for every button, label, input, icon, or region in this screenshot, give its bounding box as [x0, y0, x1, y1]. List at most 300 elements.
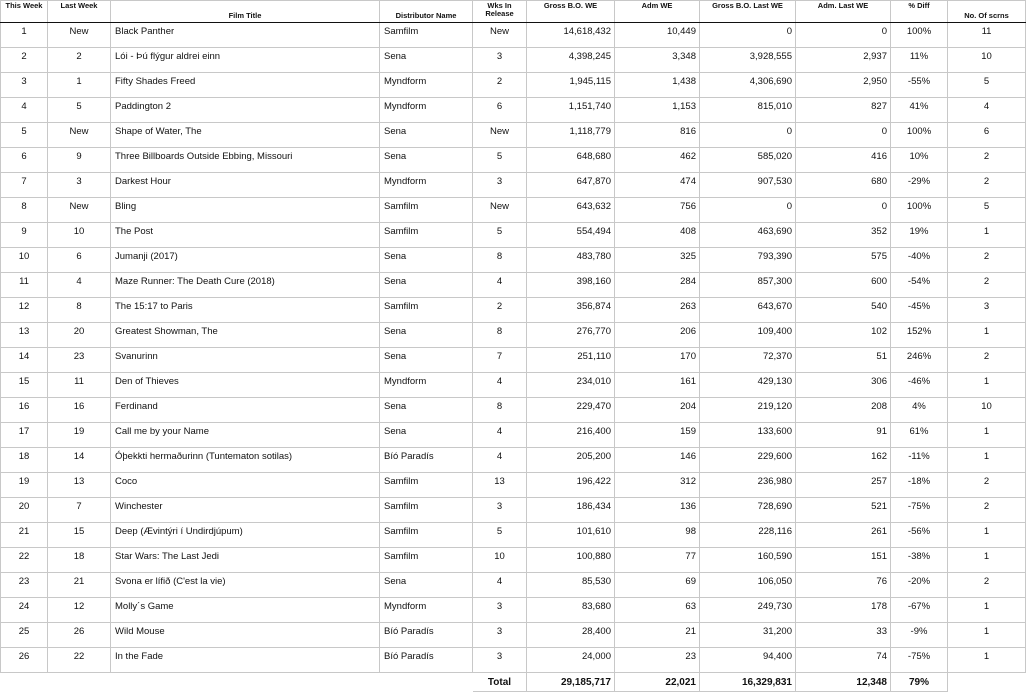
- cell-screens: 1: [948, 423, 1026, 448]
- cell-wks-in-release: 3: [473, 648, 527, 673]
- cell-pct-diff: 61%: [891, 423, 948, 448]
- table-row: [1, 273, 1026, 298]
- cell-this-week: 9: [1, 223, 48, 248]
- cell-this-week: 16: [1, 398, 48, 423]
- table-row: [1, 548, 1026, 573]
- cell-adm-we: 756: [615, 198, 700, 223]
- cell-this-week: 14: [1, 348, 48, 373]
- cell-gross-last-we: 94,400: [700, 648, 796, 673]
- cell-film-title: Maze Runner: The Death Cure (2018): [111, 273, 380, 298]
- header-pct-diff: % Diff: [891, 1, 948, 23]
- cell-this-week: 3: [1, 73, 48, 98]
- cell-gross-last-we: 229,600: [700, 448, 796, 473]
- cell-gross-we: 205,200: [527, 448, 615, 473]
- cell-adm-last-we: 306: [796, 373, 891, 398]
- cell-wks-in-release: 2: [473, 298, 527, 323]
- cell-wks-in-release: 3: [473, 173, 527, 198]
- cell-this-week: 19: [1, 473, 48, 498]
- cell-adm-we: 462: [615, 148, 700, 173]
- cell-adm-we: 1,438: [615, 73, 700, 98]
- cell-adm-we: 23: [615, 648, 700, 673]
- cell-wks-in-release: 8: [473, 248, 527, 273]
- cell-last-week: 16: [48, 398, 111, 423]
- cell-this-week: 4: [1, 98, 48, 123]
- cell-film-title: The 15:17 to Paris: [111, 298, 380, 323]
- cell-film-title: Lói - Þú flýgur aldrei einn: [111, 48, 380, 73]
- cell-adm-last-we: 0: [796, 23, 891, 48]
- table-row: [1, 348, 1026, 373]
- cell-adm-we: 408: [615, 223, 700, 248]
- cell-wks-in-release: 8: [473, 398, 527, 423]
- cell-gross-last-we: 228,116: [700, 523, 796, 548]
- cell-distributor: Samfilm: [380, 498, 473, 523]
- table-row: [1, 223, 1026, 248]
- cell-pct-diff: -9%: [891, 623, 948, 648]
- cell-gross-last-we: 4,306,690: [700, 73, 796, 98]
- cell-this-week: 17: [1, 423, 48, 448]
- cell-distributor: Samfilm: [380, 298, 473, 323]
- cell-last-week: 23: [48, 348, 111, 373]
- cell-gross-last-we: 160,590: [700, 548, 796, 573]
- cell-adm-we: 159: [615, 423, 700, 448]
- cell-film-title: Jumanji (2017): [111, 248, 380, 273]
- table-row: [1, 523, 1026, 548]
- table-row: [1, 198, 1026, 223]
- cell-pct-diff: 41%: [891, 98, 948, 123]
- cell-gross-we: 101,610: [527, 523, 615, 548]
- cell-distributor: Bíó Paradís: [380, 448, 473, 473]
- cell-distributor: Sena: [380, 323, 473, 348]
- cell-this-week: 1: [1, 23, 48, 48]
- cell-wks-in-release: New: [473, 23, 527, 48]
- cell-screens: 5: [948, 198, 1026, 223]
- cell-film-title: The Post: [111, 223, 380, 248]
- cell-adm-we: 63: [615, 598, 700, 623]
- cell-adm-last-we: 0: [796, 123, 891, 148]
- cell-screens: 3: [948, 298, 1026, 323]
- header-distributor: Distributor Name: [380, 1, 473, 23]
- table-row: [1, 298, 1026, 323]
- cell-adm-last-we: 51: [796, 348, 891, 373]
- cell-adm-we: 21: [615, 623, 700, 648]
- cell-gross-last-we: 643,670: [700, 298, 796, 323]
- table-row: [1, 598, 1026, 623]
- header-film-title: Film Title: [111, 1, 380, 23]
- cell-distributor: Bíó Paradís: [380, 648, 473, 673]
- cell-adm-last-we: 2,950: [796, 73, 891, 98]
- cell-gross-we: 554,494: [527, 223, 615, 248]
- table-header: [1, 1, 1026, 23]
- cell-adm-we: 170: [615, 348, 700, 373]
- cell-film-title: Darkest Hour: [111, 173, 380, 198]
- table-row: [1, 448, 1026, 473]
- cell-film-title: Svanurinn: [111, 348, 380, 373]
- cell-adm-last-we: 91: [796, 423, 891, 448]
- cell-screens: 2: [948, 348, 1026, 373]
- cell-distributor: Samfilm: [380, 548, 473, 573]
- cell-this-week: 7: [1, 173, 48, 198]
- cell-film-title: Coco: [111, 473, 380, 498]
- cell-this-week: 22: [1, 548, 48, 573]
- cell-adm-we: 161: [615, 373, 700, 398]
- table-row: [1, 573, 1026, 598]
- cell-pct-diff: 100%: [891, 123, 948, 148]
- cell-wks-in-release: 5: [473, 523, 527, 548]
- table-row: [1, 648, 1026, 673]
- cell-last-week: 7: [48, 498, 111, 523]
- cell-distributor: Samfilm: [380, 523, 473, 548]
- cell-distributor: Samfilm: [380, 473, 473, 498]
- cell-this-week: 13: [1, 323, 48, 348]
- cell-this-week: 12: [1, 298, 48, 323]
- cell-screens: 2: [948, 498, 1026, 523]
- cell-film-title: Paddington 2: [111, 98, 380, 123]
- cell-distributor: Sena: [380, 423, 473, 448]
- cell-last-week: 20: [48, 323, 111, 348]
- cell-wks-in-release: 4: [473, 373, 527, 398]
- totals-gross-last: 16,329,831: [700, 673, 796, 692]
- table-row: [1, 73, 1026, 98]
- cell-pct-diff: -29%: [891, 173, 948, 198]
- cell-adm-we: 69: [615, 573, 700, 598]
- totals-spacer: [1, 673, 48, 692]
- cell-last-week: New: [48, 198, 111, 223]
- cell-distributor: Sena: [380, 248, 473, 273]
- header-gross-we: Gross B.O. WE: [527, 1, 615, 23]
- cell-gross-we: 356,874: [527, 298, 615, 323]
- cell-screens: 1: [948, 223, 1026, 248]
- cell-film-title: Call me by your Name: [111, 423, 380, 448]
- cell-gross-we: 196,422: [527, 473, 615, 498]
- cell-wks-in-release: 4: [473, 573, 527, 598]
- header-this-week: This Week: [1, 1, 48, 23]
- cell-wks-in-release: 5: [473, 223, 527, 248]
- cell-gross-we: 186,434: [527, 498, 615, 523]
- cell-film-title: Winchester: [111, 498, 380, 523]
- cell-gross-we: 83,680: [527, 598, 615, 623]
- cell-last-week: 2: [48, 48, 111, 73]
- cell-last-week: 8: [48, 298, 111, 323]
- cell-screens: 2: [948, 248, 1026, 273]
- cell-distributor: Myndform: [380, 598, 473, 623]
- cell-adm-last-we: 208: [796, 398, 891, 423]
- cell-adm-last-we: 827: [796, 98, 891, 123]
- cell-last-week: 9: [48, 148, 111, 173]
- cell-gross-last-we: 219,120: [700, 398, 796, 423]
- cell-pct-diff: 10%: [891, 148, 948, 173]
- cell-film-title: Three Billboards Outside Ebbing, Missouri: [111, 148, 380, 173]
- cell-gross-last-we: 815,010: [700, 98, 796, 123]
- cell-film-title: Black Panther: [111, 23, 380, 48]
- table-row: [1, 623, 1026, 648]
- cell-adm-we: 146: [615, 448, 700, 473]
- table-row: [1, 473, 1026, 498]
- cell-distributor: Myndform: [380, 173, 473, 198]
- cell-wks-in-release: 6: [473, 98, 527, 123]
- header-wks-in-release: Wks In Release: [473, 1, 527, 23]
- cell-film-title: Deep (Ævintýri í Undirdjúpum): [111, 523, 380, 548]
- cell-film-title: Fifty Shades Freed: [111, 73, 380, 98]
- cell-distributor: Samfilm: [380, 223, 473, 248]
- header-adm-last-we: Adm. Last WE: [796, 1, 891, 23]
- cell-screens: 1: [948, 623, 1026, 648]
- cell-wks-in-release: 4: [473, 273, 527, 298]
- cell-pct-diff: -20%: [891, 573, 948, 598]
- cell-this-week: 26: [1, 648, 48, 673]
- cell-adm-we: 206: [615, 323, 700, 348]
- table-row: [1, 123, 1026, 148]
- cell-screens: 2: [948, 173, 1026, 198]
- totals-spacer: [380, 673, 473, 692]
- cell-film-title: Wild Mouse: [111, 623, 380, 648]
- table-row: [1, 23, 1026, 48]
- cell-distributor: Samfilm: [380, 198, 473, 223]
- cell-this-week: 21: [1, 523, 48, 548]
- cell-adm-we: 1,153: [615, 98, 700, 123]
- table-row: [1, 398, 1026, 423]
- cell-gross-we: 229,470: [527, 398, 615, 423]
- cell-gross-last-we: 249,730: [700, 598, 796, 623]
- totals-spacer: [111, 673, 380, 692]
- cell-pct-diff: -18%: [891, 473, 948, 498]
- cell-screens: 1: [948, 448, 1026, 473]
- totals-spacer: [948, 673, 1026, 692]
- cell-pct-diff: 19%: [891, 223, 948, 248]
- cell-gross-we: 234,010: [527, 373, 615, 398]
- cell-pct-diff: 246%: [891, 348, 948, 373]
- cell-this-week: 18: [1, 448, 48, 473]
- cell-this-week: 5: [1, 123, 48, 148]
- cell-film-title: Bling: [111, 198, 380, 223]
- cell-adm-last-we: 178: [796, 598, 891, 623]
- cell-film-title: Óþekkti hermaðurinn (Tuntematon sotilas): [111, 448, 380, 473]
- cell-gross-last-we: 133,600: [700, 423, 796, 448]
- cell-this-week: 24: [1, 598, 48, 623]
- cell-film-title: Svona er lífið (C'est la vie): [111, 573, 380, 598]
- cell-screens: 1: [948, 548, 1026, 573]
- cell-adm-last-we: 575: [796, 248, 891, 273]
- cell-distributor: Sena: [380, 273, 473, 298]
- cell-adm-last-we: 162: [796, 448, 891, 473]
- cell-adm-last-we: 33: [796, 623, 891, 648]
- cell-pct-diff: -40%: [891, 248, 948, 273]
- cell-adm-last-we: 0: [796, 198, 891, 223]
- cell-distributor: Bíó Paradís: [380, 623, 473, 648]
- cell-last-week: 22: [48, 648, 111, 673]
- cell-wks-in-release: 4: [473, 448, 527, 473]
- cell-wks-in-release: 7: [473, 348, 527, 373]
- cell-adm-we: 204: [615, 398, 700, 423]
- cell-wks-in-release: 5: [473, 148, 527, 173]
- cell-adm-last-we: 600: [796, 273, 891, 298]
- cell-this-week: 11: [1, 273, 48, 298]
- cell-gross-we: 100,880: [527, 548, 615, 573]
- cell-adm-we: 3,348: [615, 48, 700, 73]
- cell-this-week: 10: [1, 248, 48, 273]
- cell-last-week: 21: [48, 573, 111, 598]
- cell-gross-we: 24,000: [527, 648, 615, 673]
- cell-film-title: Greatest Showman, The: [111, 323, 380, 348]
- cell-distributor: Sena: [380, 123, 473, 148]
- cell-wks-in-release: New: [473, 123, 527, 148]
- cell-gross-last-we: 0: [700, 123, 796, 148]
- cell-screens: 10: [948, 398, 1026, 423]
- cell-film-title: Ferdinand: [111, 398, 380, 423]
- cell-pct-diff: -56%: [891, 523, 948, 548]
- totals-adm-last: 12,348: [796, 673, 891, 692]
- totals-label: Total: [473, 673, 527, 692]
- cell-last-week: 5: [48, 98, 111, 123]
- cell-adm-last-we: 151: [796, 548, 891, 573]
- table-body: [1, 23, 1026, 673]
- cell-adm-we: 77: [615, 548, 700, 573]
- cell-gross-last-we: 463,690: [700, 223, 796, 248]
- cell-pct-diff: 100%: [891, 198, 948, 223]
- cell-screens: 2: [948, 148, 1026, 173]
- cell-adm-we: 312: [615, 473, 700, 498]
- cell-distributor: Myndform: [380, 73, 473, 98]
- cell-gross-last-we: 106,050: [700, 573, 796, 598]
- cell-gross-we: 1,945,115: [527, 73, 615, 98]
- cell-distributor: Myndform: [380, 373, 473, 398]
- cell-this-week: 6: [1, 148, 48, 173]
- cell-gross-last-we: 429,130: [700, 373, 796, 398]
- cell-adm-last-we: 257: [796, 473, 891, 498]
- cell-gross-we: 647,870: [527, 173, 615, 198]
- cell-gross-last-we: 793,390: [700, 248, 796, 273]
- cell-this-week: 2: [1, 48, 48, 73]
- cell-wks-in-release: 8: [473, 323, 527, 348]
- cell-gross-last-we: 72,370: [700, 348, 796, 373]
- cell-film-title: In the Fade: [111, 648, 380, 673]
- cell-last-week: New: [48, 23, 111, 48]
- table-row: [1, 373, 1026, 398]
- cell-wks-in-release: 3: [473, 48, 527, 73]
- cell-gross-last-we: 109,400: [700, 323, 796, 348]
- cell-film-title: Star Wars: The Last Jedi: [111, 548, 380, 573]
- cell-adm-we: 10,449: [615, 23, 700, 48]
- table-row: [1, 248, 1026, 273]
- totals-gross: 29,185,717: [527, 673, 615, 692]
- cell-distributor: Sena: [380, 348, 473, 373]
- cell-last-week: 13: [48, 473, 111, 498]
- cell-wks-in-release: New: [473, 198, 527, 223]
- cell-adm-last-we: 416: [796, 148, 891, 173]
- cell-gross-last-we: 0: [700, 23, 796, 48]
- cell-gross-last-we: 907,530: [700, 173, 796, 198]
- cell-adm-last-we: 76: [796, 573, 891, 598]
- cell-last-week: 19: [48, 423, 111, 448]
- cell-pct-diff: -11%: [891, 448, 948, 473]
- table-row: [1, 498, 1026, 523]
- cell-pct-diff: 152%: [891, 323, 948, 348]
- totals-spacer: [48, 673, 111, 692]
- table-row: [1, 98, 1026, 123]
- cell-pct-diff: 4%: [891, 398, 948, 423]
- cell-last-week: 10: [48, 223, 111, 248]
- cell-last-week: 3: [48, 173, 111, 198]
- cell-gross-we: 28,400: [527, 623, 615, 648]
- cell-gross-we: 251,110: [527, 348, 615, 373]
- cell-screens: 2: [948, 573, 1026, 598]
- cell-pct-diff: -67%: [891, 598, 948, 623]
- header-adm-we: Adm WE: [615, 1, 700, 23]
- cell-screens: 4: [948, 98, 1026, 123]
- cell-gross-last-we: 0: [700, 198, 796, 223]
- table-row: [1, 173, 1026, 198]
- cell-wks-in-release: 4: [473, 423, 527, 448]
- cell-gross-last-we: 3,928,555: [700, 48, 796, 73]
- cell-wks-in-release: 13: [473, 473, 527, 498]
- cell-last-week: 11: [48, 373, 111, 398]
- cell-screens: 1: [948, 323, 1026, 348]
- cell-this-week: 25: [1, 623, 48, 648]
- cell-screens: 2: [948, 473, 1026, 498]
- cell-gross-we: 276,770: [527, 323, 615, 348]
- cell-gross-we: 643,632: [527, 198, 615, 223]
- cell-pct-diff: -55%: [891, 73, 948, 98]
- cell-adm-last-we: 540: [796, 298, 891, 323]
- cell-wks-in-release: 2: [473, 73, 527, 98]
- cell-last-week: 12: [48, 598, 111, 623]
- cell-distributor: Sena: [380, 398, 473, 423]
- cell-wks-in-release: 3: [473, 623, 527, 648]
- cell-adm-we: 284: [615, 273, 700, 298]
- cell-distributor: Samfilm: [380, 23, 473, 48]
- cell-gross-we: 1,151,740: [527, 98, 615, 123]
- cell-film-title: Den of Thieves: [111, 373, 380, 398]
- cell-screens: 1: [948, 598, 1026, 623]
- cell-adm-we: 263: [615, 298, 700, 323]
- cell-pct-diff: -75%: [891, 648, 948, 673]
- cell-adm-last-we: 2,937: [796, 48, 891, 73]
- cell-distributor: Sena: [380, 573, 473, 598]
- cell-gross-we: 85,530: [527, 573, 615, 598]
- cell-last-week: 4: [48, 273, 111, 298]
- cell-gross-last-we: 31,200: [700, 623, 796, 648]
- cell-screens: 5: [948, 73, 1026, 98]
- table-row: [1, 148, 1026, 173]
- cell-screens: 1: [948, 373, 1026, 398]
- cell-last-week: 26: [48, 623, 111, 648]
- cell-adm-last-we: 102: [796, 323, 891, 348]
- cell-screens: 10: [948, 48, 1026, 73]
- cell-wks-in-release: 10: [473, 548, 527, 573]
- cell-last-week: 15: [48, 523, 111, 548]
- cell-gross-we: 648,680: [527, 148, 615, 173]
- cell-screens: 1: [948, 523, 1026, 548]
- cell-pct-diff: -38%: [891, 548, 948, 573]
- cell-distributor: Myndform: [380, 98, 473, 123]
- cell-gross-we: 216,400: [527, 423, 615, 448]
- header-gross-last-we: Gross B.O. Last WE: [700, 1, 796, 23]
- cell-this-week: 20: [1, 498, 48, 523]
- cell-last-week: 1: [48, 73, 111, 98]
- header-last-week: Last Week: [48, 1, 111, 23]
- cell-screens: 11: [948, 23, 1026, 48]
- cell-last-week: 14: [48, 448, 111, 473]
- cell-last-week: 6: [48, 248, 111, 273]
- cell-distributor: Sena: [380, 48, 473, 73]
- table-row: [1, 423, 1026, 448]
- cell-this-week: 23: [1, 573, 48, 598]
- totals-row: [1, 673, 1026, 692]
- cell-gross-we: 398,160: [527, 273, 615, 298]
- cell-adm-we: 98: [615, 523, 700, 548]
- cell-adm-last-we: 74: [796, 648, 891, 673]
- cell-wks-in-release: 3: [473, 498, 527, 523]
- cell-wks-in-release: 3: [473, 598, 527, 623]
